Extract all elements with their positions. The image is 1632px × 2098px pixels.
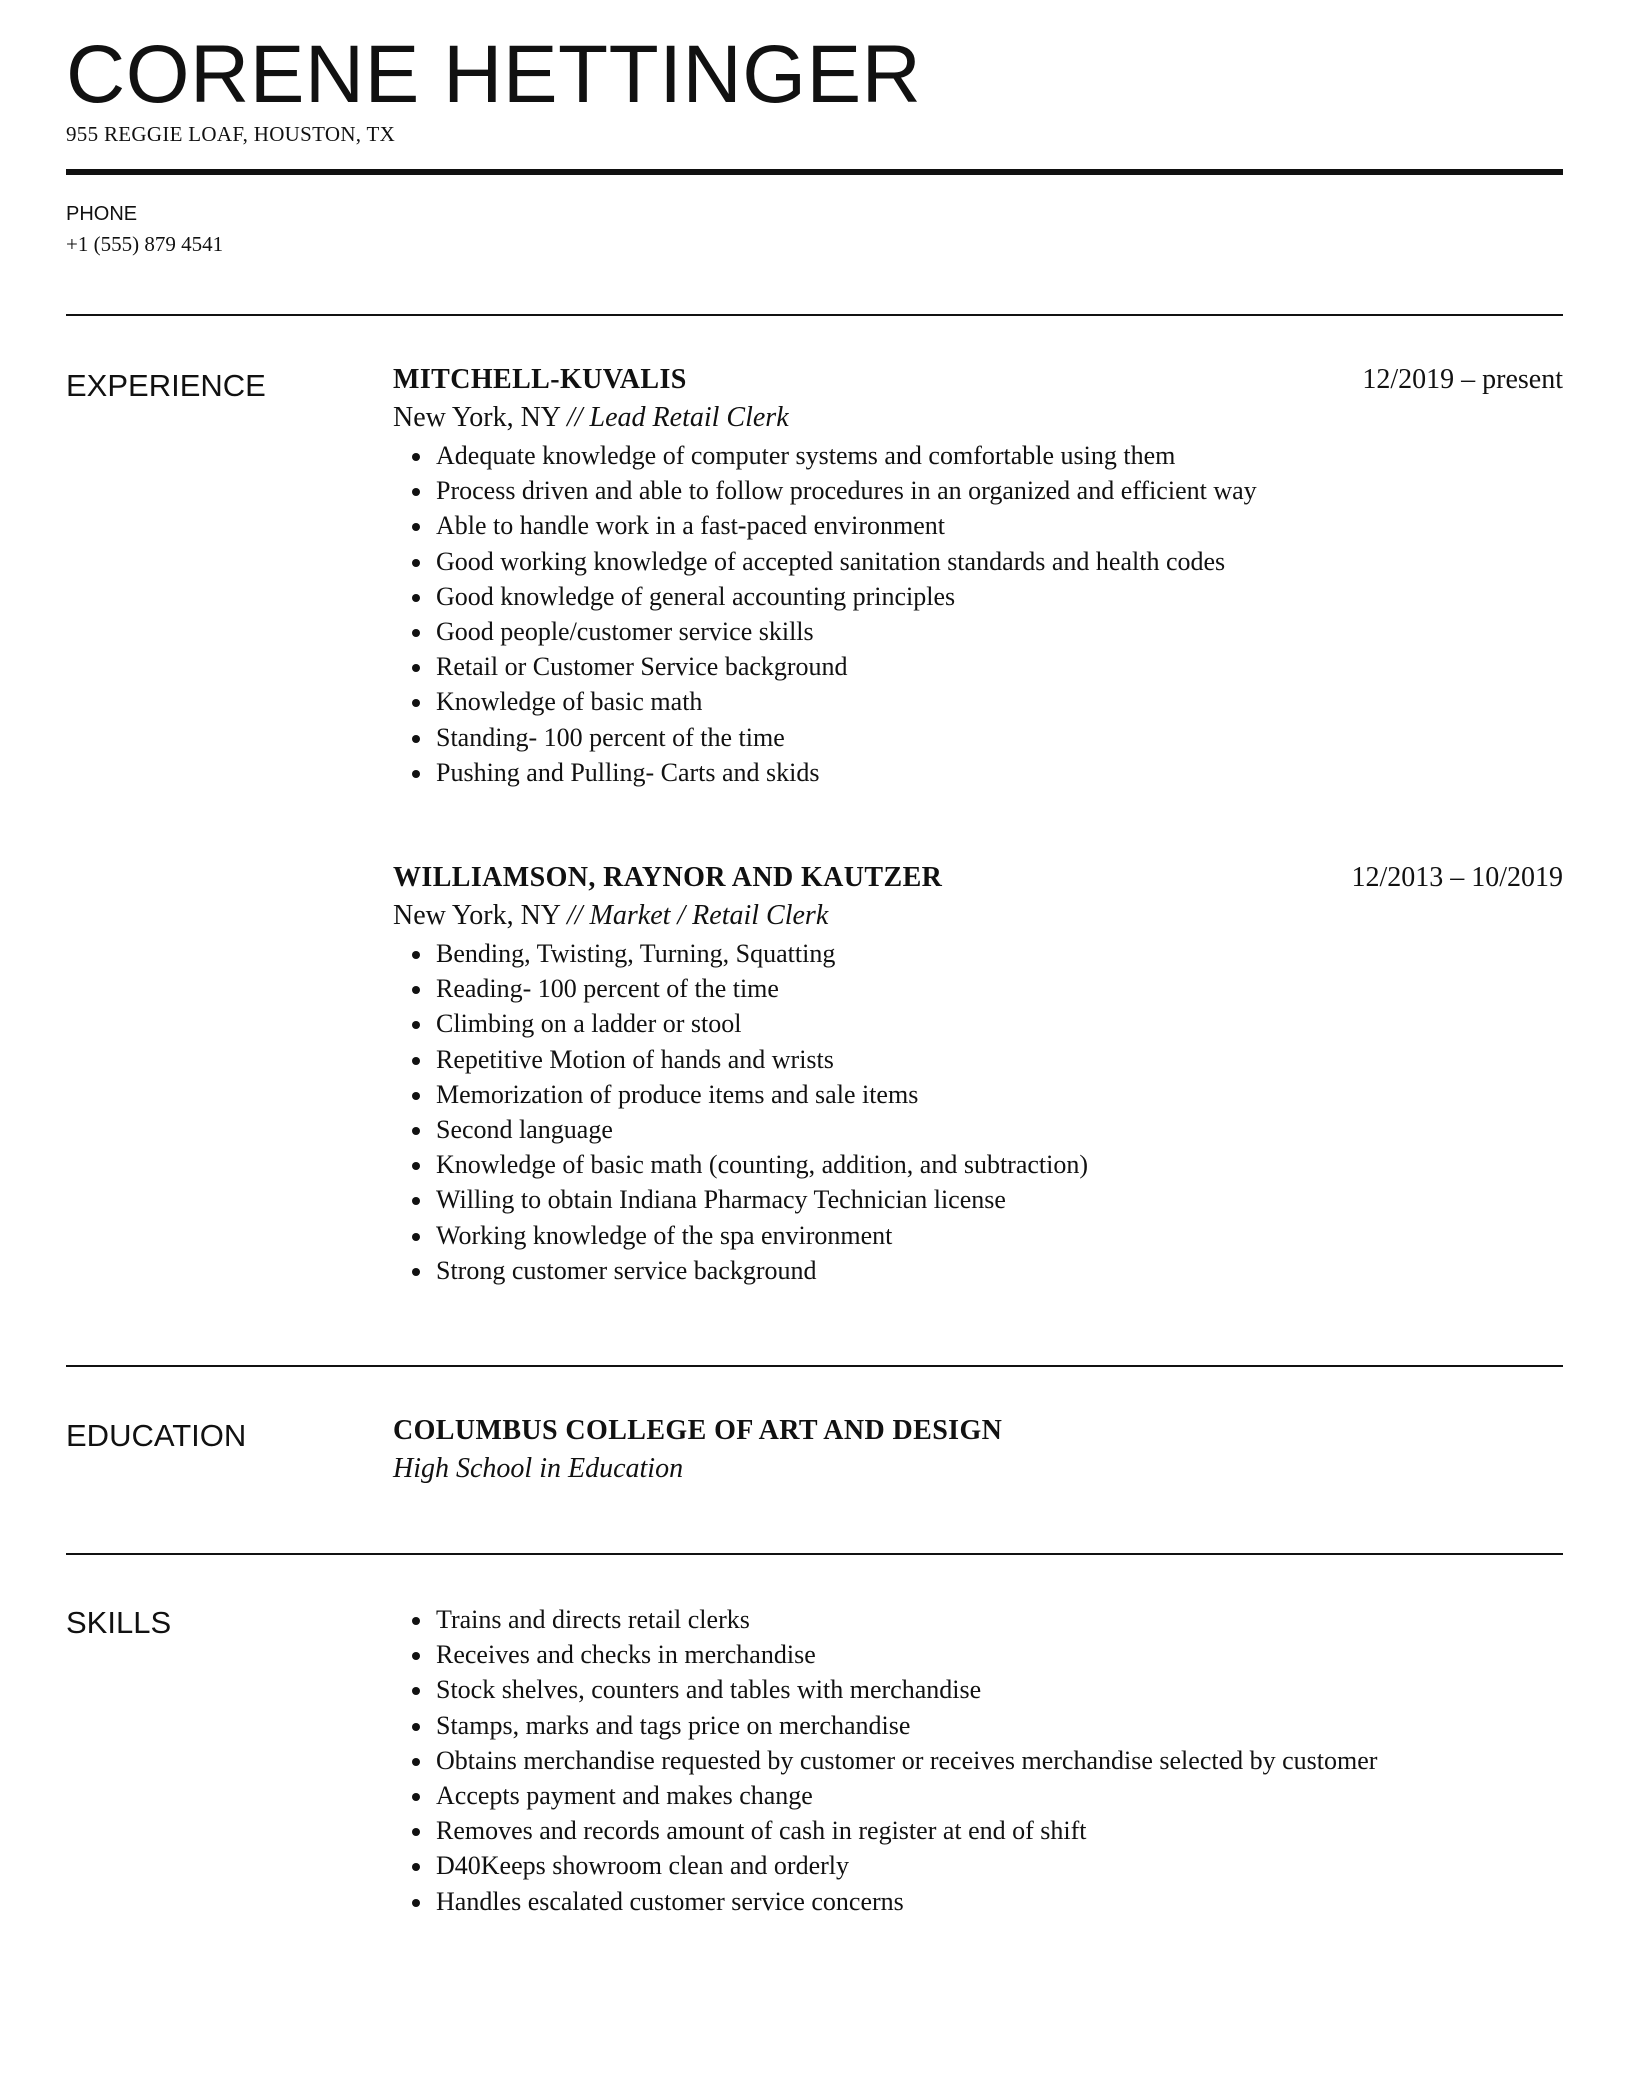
skills-content [393, 1602, 1563, 1919]
job-location-line [393, 896, 1563, 936]
phone-label: PHONE [66, 203, 138, 225]
list-item: Process driven and able to follow procedures in an organized and efficient way [393, 473, 1563, 508]
job-dates: 12/2019 – present [1362, 364, 1563, 395]
job-entry [393, 860, 1563, 1288]
education-heading: EDUCATION [66, 1418, 247, 1453]
list-item: Pushing and Pulling- Carts and skids [393, 755, 1563, 790]
skills-heading: SKILLS [66, 1605, 172, 1640]
section-divider [66, 1365, 1563, 1367]
section-divider [66, 1553, 1563, 1555]
list-item: Knowledge of basic math [393, 684, 1563, 719]
job-location: New York, NY [393, 402, 560, 433]
job-role: Lead Retail Clerk [589, 402, 789, 433]
candidate-address: 955 REGGIE LOAF, HOUSTON, TX [66, 122, 396, 146]
list-item: Climbing on a ladder or stool [393, 1006, 1563, 1041]
list-item: Handles escalated customer service concerns [393, 1884, 1563, 1919]
list-item: Strong customer service background [393, 1253, 1563, 1288]
job-duties [393, 438, 1563, 790]
candidate-name: CORENE HETTINGER [66, 29, 922, 120]
job-separator: // [566, 900, 583, 931]
list-item: Adequate knowledge of computer systems and comfortable using them [393, 438, 1563, 473]
list-item: Stamps, marks and tags price on merchandise [393, 1708, 1563, 1743]
header-divider [66, 169, 1563, 175]
job-dates: 12/2013 – 10/2019 [1351, 862, 1563, 893]
job-company: WILLIAMSON, RAYNOR AND KAUTZER [393, 862, 943, 893]
list-item: Obtains merchandise requested by customer or receives merchandise selected by customer [393, 1743, 1563, 1778]
list-item: Good people/customer service skills [393, 614, 1563, 649]
list-item: Retail or Customer Service background [393, 649, 1563, 684]
school-name: COLUMBUS COLLEGE OF ART AND DESIGN [393, 1415, 1003, 1446]
list-item: Able to handle work in a fast-paced environment [393, 508, 1563, 543]
experience-heading: EXPERIENCE [66, 368, 266, 403]
degree: High School in Education [393, 1453, 684, 1484]
list-item: Working knowledge of the spa environment [393, 1218, 1563, 1253]
section-divider [66, 314, 1563, 316]
skills-list [393, 1602, 1563, 1919]
list-item: Willing to obtain Indiana Pharmacy Technician license [393, 1182, 1563, 1217]
job-location: New York, NY [393, 900, 560, 931]
job-role: Market / Retail Clerk [589, 900, 829, 931]
list-item: Stock shelves, counters and tables with merchandise [393, 1672, 1563, 1707]
education-content [393, 1413, 1563, 1489]
list-item: Good working knowledge of accepted sanitation standards and health codes [393, 544, 1563, 579]
list-item: Bending, Twisting, Turning, Squatting [393, 936, 1563, 971]
job-company: MITCHELL-KUVALIS [393, 364, 687, 395]
list-item: Second language [393, 1112, 1563, 1147]
list-item: Reading- 100 percent of the time [393, 971, 1563, 1006]
list-item: Good knowledge of general accounting principles [393, 579, 1563, 614]
job-location-line [393, 398, 1563, 438]
list-item: Accepts payment and makes change [393, 1778, 1563, 1813]
list-item: Trains and directs retail clerks [393, 1602, 1563, 1637]
list-item: Receives and checks in merchandise [393, 1637, 1563, 1672]
list-item: D40Keeps showroom clean and orderly [393, 1848, 1563, 1883]
list-item: Knowledge of basic math (counting, addition, and subtraction) [393, 1147, 1563, 1182]
phone-number: +1 (555) 879 4541 [66, 232, 224, 256]
job-entry [393, 362, 1563, 790]
list-item: Memorization of produce items and sale items [393, 1077, 1563, 1112]
list-item: Repetitive Motion of hands and wrists [393, 1042, 1563, 1077]
list-item: Standing- 100 percent of the time [393, 720, 1563, 755]
list-item: Removes and records amount of cash in register at end of shift [393, 1813, 1563, 1848]
job-duties [393, 936, 1563, 1288]
job-separator: // [566, 402, 583, 433]
